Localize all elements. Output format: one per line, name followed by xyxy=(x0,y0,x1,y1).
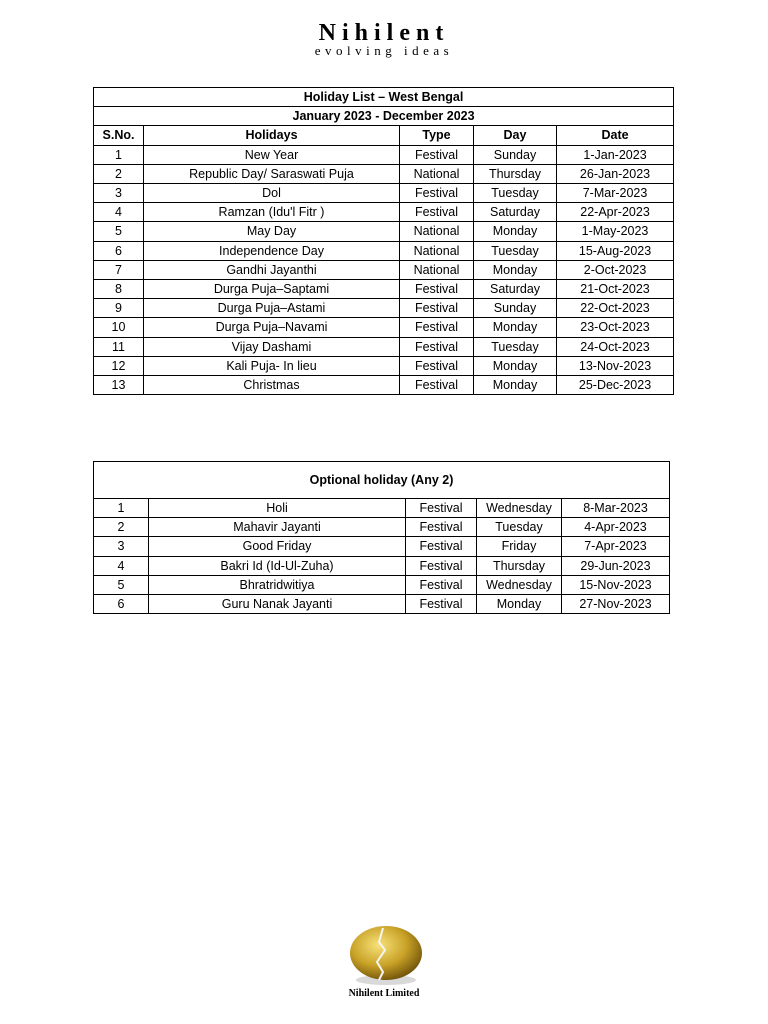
table-cell: Festival xyxy=(406,537,477,556)
table-row xyxy=(94,145,674,164)
table-cell: Saturday xyxy=(474,280,557,299)
table-period-row xyxy=(94,107,674,126)
table-cell: 9 xyxy=(94,299,144,318)
column-header: S.No. xyxy=(94,126,144,145)
table-cell: 1 xyxy=(94,145,144,164)
optional-holiday-table xyxy=(93,461,670,614)
table-row xyxy=(94,164,674,183)
table-cell: Festival xyxy=(406,556,477,575)
table-cell: Festival xyxy=(400,376,474,395)
table-cell: 7-Mar-2023 xyxy=(557,184,674,203)
table-cell: 4 xyxy=(94,203,144,222)
table-cell: 12 xyxy=(94,356,144,375)
table-cell: Festival xyxy=(400,280,474,299)
table-cell: 23-Oct-2023 xyxy=(557,318,674,337)
table-cell: 6 xyxy=(94,241,144,260)
table-cell: Festival xyxy=(400,337,474,356)
holiday-list-table xyxy=(93,87,674,395)
table-cell: Wednesday xyxy=(477,575,562,594)
column-header: Holidays xyxy=(144,126,400,145)
table-cell: Festival xyxy=(406,499,477,518)
table-cell: Thursday xyxy=(477,556,562,575)
table-cell: 4 xyxy=(94,556,149,575)
table-row xyxy=(94,556,670,575)
table-row xyxy=(94,337,674,356)
table-cell: Festival xyxy=(400,145,474,164)
table-cell: 4-Apr-2023 xyxy=(562,518,670,537)
table-cell: Gandhi Jayanthi xyxy=(144,260,400,279)
optional-table-title: Optional holiday (Any 2) xyxy=(94,462,670,499)
table-cell: 5 xyxy=(94,575,149,594)
table-cell: Sunday xyxy=(474,299,557,318)
table-row xyxy=(94,356,674,375)
table-cell: 15-Aug-2023 xyxy=(557,241,674,260)
table-cell: Festival xyxy=(400,356,474,375)
table-cell: 8 xyxy=(94,280,144,299)
table-row xyxy=(94,595,670,614)
table-cell: Bakri Id (Id-Ul-Zuha) xyxy=(149,556,406,575)
table-cell: Republic Day/ Saraswati Puja xyxy=(144,164,400,183)
table-cell: Festival xyxy=(400,184,474,203)
table-cell: National xyxy=(400,222,474,241)
table-cell: 1-May-2023 xyxy=(557,222,674,241)
table-row xyxy=(94,499,670,518)
table-cell: Mahavir Jayanti xyxy=(149,518,406,537)
table-cell: Festival xyxy=(400,318,474,337)
table-cell: 29-Jun-2023 xyxy=(562,556,670,575)
table-cell: Monday xyxy=(474,260,557,279)
table-cell: 22-Apr-2023 xyxy=(557,203,674,222)
table-cell: Bhratridwitiya xyxy=(149,575,406,594)
table-row xyxy=(94,203,674,222)
table-cell: Kali Puja- In lieu xyxy=(144,356,400,375)
table-cell: 22-Oct-2023 xyxy=(557,299,674,318)
optional-title-row xyxy=(94,462,670,499)
table-header-row xyxy=(94,126,674,145)
table-title: Holiday List – West Bengal xyxy=(94,88,674,107)
table-cell: Thursday xyxy=(474,164,557,183)
table-cell: Wednesday xyxy=(477,499,562,518)
table-cell: 1-Jan-2023 xyxy=(557,145,674,164)
table-cell: New Year xyxy=(144,145,400,164)
table-row xyxy=(94,222,674,241)
table-cell: Dol xyxy=(144,184,400,203)
table-row xyxy=(94,376,674,395)
company-logo xyxy=(0,20,768,57)
table-title-row xyxy=(94,88,674,107)
table-cell: Christmas xyxy=(144,376,400,395)
table-cell: Tuesday xyxy=(477,518,562,537)
table-cell: Festival xyxy=(400,203,474,222)
table-cell: 13 xyxy=(94,376,144,395)
table-cell: Sunday xyxy=(474,145,557,164)
table-row xyxy=(94,280,674,299)
table-cell: Durga Puja–Navami xyxy=(144,318,400,337)
table-cell: 8-Mar-2023 xyxy=(562,499,670,518)
table-cell: 1 xyxy=(94,499,149,518)
table-cell: May Day xyxy=(144,222,400,241)
table-cell: 26-Jan-2023 xyxy=(557,164,674,183)
table-cell: 2 xyxy=(94,518,149,537)
table-cell: 13-Nov-2023 xyxy=(557,356,674,375)
table-cell: 15-Nov-2023 xyxy=(562,575,670,594)
table-cell: 3 xyxy=(94,184,144,203)
footer-caption: Nihilent Limited xyxy=(348,988,420,999)
table-cell: Monday xyxy=(474,376,557,395)
table-row xyxy=(94,318,674,337)
table-cell: Guru Nanak Jayanti xyxy=(149,595,406,614)
table-row xyxy=(94,518,670,537)
table-cell: Ramzan (Idu'l Fitr ) xyxy=(144,203,400,222)
table-row xyxy=(94,260,674,279)
table-cell: 7-Apr-2023 xyxy=(562,537,670,556)
table-cell: Festival xyxy=(406,595,477,614)
table-row xyxy=(94,575,670,594)
egg-logo-icon xyxy=(336,920,436,986)
table-row xyxy=(94,299,674,318)
table-cell: Monday xyxy=(477,595,562,614)
table-cell: Saturday xyxy=(474,203,557,222)
logo-name: Nihilent xyxy=(318,20,450,46)
table-cell: Friday xyxy=(477,537,562,556)
table-cell: Monday xyxy=(474,222,557,241)
table-row xyxy=(94,184,674,203)
table-cell: 3 xyxy=(94,537,149,556)
column-header: Type xyxy=(400,126,474,145)
table-cell: Festival xyxy=(406,518,477,537)
table-cell: Independence Day xyxy=(144,241,400,260)
table-cell: National xyxy=(400,241,474,260)
column-header: Day xyxy=(474,126,557,145)
table-cell: 6 xyxy=(94,595,149,614)
column-header: Date xyxy=(557,126,674,145)
table-cell: Durga Puja–Saptami xyxy=(144,280,400,299)
table-cell: 27-Nov-2023 xyxy=(562,595,670,614)
table-cell: 10 xyxy=(94,318,144,337)
table-cell: Monday xyxy=(474,356,557,375)
table-cell: 25-Dec-2023 xyxy=(557,376,674,395)
table-cell: Tuesday xyxy=(474,241,557,260)
table-cell: Durga Puja–Astami xyxy=(144,299,400,318)
table-cell: Tuesday xyxy=(474,337,557,356)
table-cell: Festival xyxy=(400,299,474,318)
table-cell: 21-Oct-2023 xyxy=(557,280,674,299)
table-cell: Monday xyxy=(474,318,557,337)
table-cell: 2-Oct-2023 xyxy=(557,260,674,279)
table-cell: 7 xyxy=(94,260,144,279)
table-cell: 2 xyxy=(94,164,144,183)
table-cell: Festival xyxy=(406,575,477,594)
table-cell: Holi xyxy=(149,499,406,518)
table-cell: National xyxy=(400,260,474,279)
table-cell: Tuesday xyxy=(474,184,557,203)
table-cell: 11 xyxy=(94,337,144,356)
table-cell: 5 xyxy=(94,222,144,241)
table-cell: Good Friday xyxy=(149,537,406,556)
table-cell: Vijay Dashami xyxy=(144,337,400,356)
table-period: January 2023 - December 2023 xyxy=(94,107,674,126)
table-row xyxy=(94,241,674,260)
logo-tagline: evolving ideas xyxy=(314,43,454,58)
table-cell: National xyxy=(400,164,474,183)
table-row xyxy=(94,537,670,556)
table-cell: 24-Oct-2023 xyxy=(557,337,674,356)
